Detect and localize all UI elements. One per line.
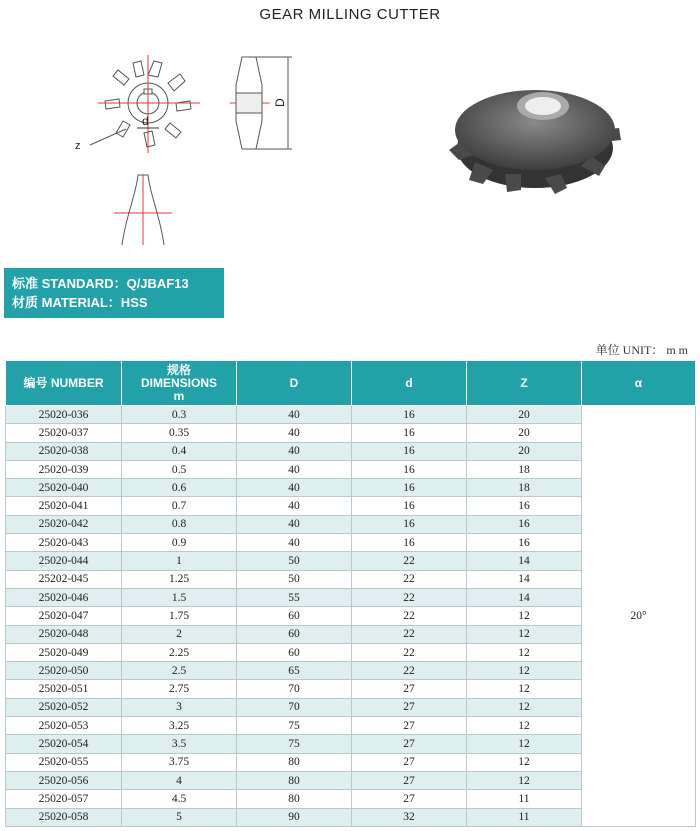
cell-d: 16 [352,515,467,533]
cell-number: 25020-053 [6,717,122,735]
cell-m: 0.8 [122,515,237,533]
cell-number: 25020-050 [6,662,122,680]
cell-Z: 20 [467,406,582,424]
cell-number: 25020-052 [6,698,122,716]
cell-D: 40 [237,442,352,460]
cell-D: 65 [237,662,352,680]
cell-Z: 12 [467,698,582,716]
table-header-row [6,361,696,406]
cell-m: 0.5 [122,460,237,478]
cell-m: 0.7 [122,497,237,515]
standard-line: 标准 STANDARD：Q/JBAF13 [12,276,189,291]
cell-m: 4 [122,771,237,789]
cell-number: 25020-039 [6,460,122,478]
cell-number: 25020-041 [6,497,122,515]
cell-D: 55 [237,588,352,606]
cell-Z: 16 [467,497,582,515]
cell-D: 80 [237,771,352,789]
material-line: 材质 MATERIAL：HSS [12,295,148,310]
header-dimensions [122,361,237,406]
cell-m: 2.25 [122,643,237,661]
cell-Z: 12 [467,717,582,735]
cell-Z: 12 [467,662,582,680]
cell-Z: 14 [467,552,582,570]
cell-Z: 18 [467,479,582,497]
cell-number: 25020-054 [6,735,122,753]
gear-milling-cutter-photo [435,70,625,200]
cell-number: 25020-037 [6,424,122,442]
cell-d: 27 [352,771,467,789]
cell-number: 25020-051 [6,680,122,698]
cell-number: 25020-038 [6,442,122,460]
cell-D: 40 [237,534,352,552]
cell-d: 27 [352,790,467,808]
cell-number: 25020-055 [6,753,122,771]
cell-Z: 11 [467,790,582,808]
cell-Z: 12 [467,753,582,771]
cell-Z: 14 [467,570,582,588]
header-dim-en: DIMENSIONS [140,375,217,390]
cell-m: 0.9 [122,534,237,552]
header-number: 编号 NUMBER [6,361,122,406]
cell-m: 2.5 [122,662,237,680]
cell-D: 60 [237,607,352,625]
table-row [6,406,696,424]
label-z: z [75,140,81,152]
header-Z: Z [467,361,582,406]
cell-d: 22 [352,643,467,661]
cell-number: 25020-057 [6,790,122,808]
cell-D: 60 [237,625,352,643]
cell-m: 3.5 [122,735,237,753]
cell-d: 27 [352,698,467,716]
cell-number: 25020-044 [6,552,122,570]
cell-d: 32 [352,808,467,826]
cell-m: 4.5 [122,790,237,808]
cell-number: 25020-058 [6,808,122,826]
cell-Z: 12 [467,680,582,698]
cell-m: 3 [122,698,237,716]
cell-m: 3.75 [122,753,237,771]
header-dim-cn: 规格 [166,362,191,377]
cell-m: 1.5 [122,588,237,606]
header-dim-m: m [173,388,185,403]
cell-d: 27 [352,753,467,771]
cell-d: 22 [352,570,467,588]
header-alpha: α [582,361,696,406]
page-title: GEAR MILLING CUTTER [259,6,441,23]
cell-d: 16 [352,497,467,515]
cell-Z: 20 [467,424,582,442]
label-d: d [142,114,149,128]
cell-d: 16 [352,534,467,552]
cell-d: 27 [352,680,467,698]
cell-d: 22 [352,625,467,643]
cell-D: 75 [237,717,352,735]
cell-D: 40 [237,497,352,515]
cell-m: 0.6 [122,479,237,497]
cell-Z: 12 [467,643,582,661]
cell-number: 25020-047 [6,607,122,625]
cell-m: 5 [122,808,237,826]
cell-Z: 12 [467,771,582,789]
cell-D: 40 [237,406,352,424]
cell-Z: 11 [467,808,582,826]
cell-Z: 20 [467,442,582,460]
cell-alpha: 20° [582,406,696,827]
table-body [6,406,696,827]
cell-number: 25020-056 [6,771,122,789]
spec-table [5,360,696,827]
cell-d: 16 [352,442,467,460]
cell-D: 40 [237,479,352,497]
cell-m: 0.35 [122,424,237,442]
cell-Z: 14 [467,588,582,606]
cell-D: 90 [237,808,352,826]
header-D: D [237,361,352,406]
cell-D: 50 [237,552,352,570]
cell-d: 22 [352,588,467,606]
cell-D: 40 [237,460,352,478]
cell-m: 3.25 [122,717,237,735]
cell-d: 16 [352,479,467,497]
cell-m: 0.3 [122,406,237,424]
label-D: D [273,98,287,107]
cell-m: 1.75 [122,607,237,625]
cell-number: 25020-048 [6,625,122,643]
cell-number: 25020-046 [6,588,122,606]
cell-number: 25020-042 [6,515,122,533]
cell-Z: 12 [467,607,582,625]
cell-number: 25020-040 [6,479,122,497]
cell-d: 16 [352,424,467,442]
header-d: d [352,361,467,406]
cell-m: 2 [122,625,237,643]
cell-d: 16 [352,406,467,424]
cell-Z: 18 [467,460,582,478]
cell-d: 22 [352,662,467,680]
cell-D: 60 [237,643,352,661]
unit-label: 单位 UNIT： m m [595,343,688,357]
cell-Z: 16 [467,515,582,533]
cell-number: 25020-043 [6,534,122,552]
cell-number: 25020-036 [6,406,122,424]
cell-D: 70 [237,698,352,716]
cell-D: 75 [237,735,352,753]
standard-info-box [4,268,224,318]
cell-m: 1 [122,552,237,570]
cell-D: 80 [237,753,352,771]
cell-Z: 16 [467,534,582,552]
cell-Z: 12 [467,625,582,643]
cell-m: 1.25 [122,570,237,588]
cell-number: 25202-045 [6,570,122,588]
cell-d: 27 [352,735,467,753]
cell-d: 16 [352,460,467,478]
cell-d: 27 [352,717,467,735]
cell-m: 2.75 [122,680,237,698]
technical-drawing [70,45,330,250]
cell-d: 22 [352,607,467,625]
cell-D: 40 [237,515,352,533]
cell-D: 80 [237,790,352,808]
cell-number: 25020-049 [6,643,122,661]
cell-D: 50 [237,570,352,588]
cell-m: 0.4 [122,442,237,460]
cell-D: 70 [237,680,352,698]
cell-D: 40 [237,424,352,442]
cell-d: 22 [352,552,467,570]
cell-Z: 12 [467,735,582,753]
